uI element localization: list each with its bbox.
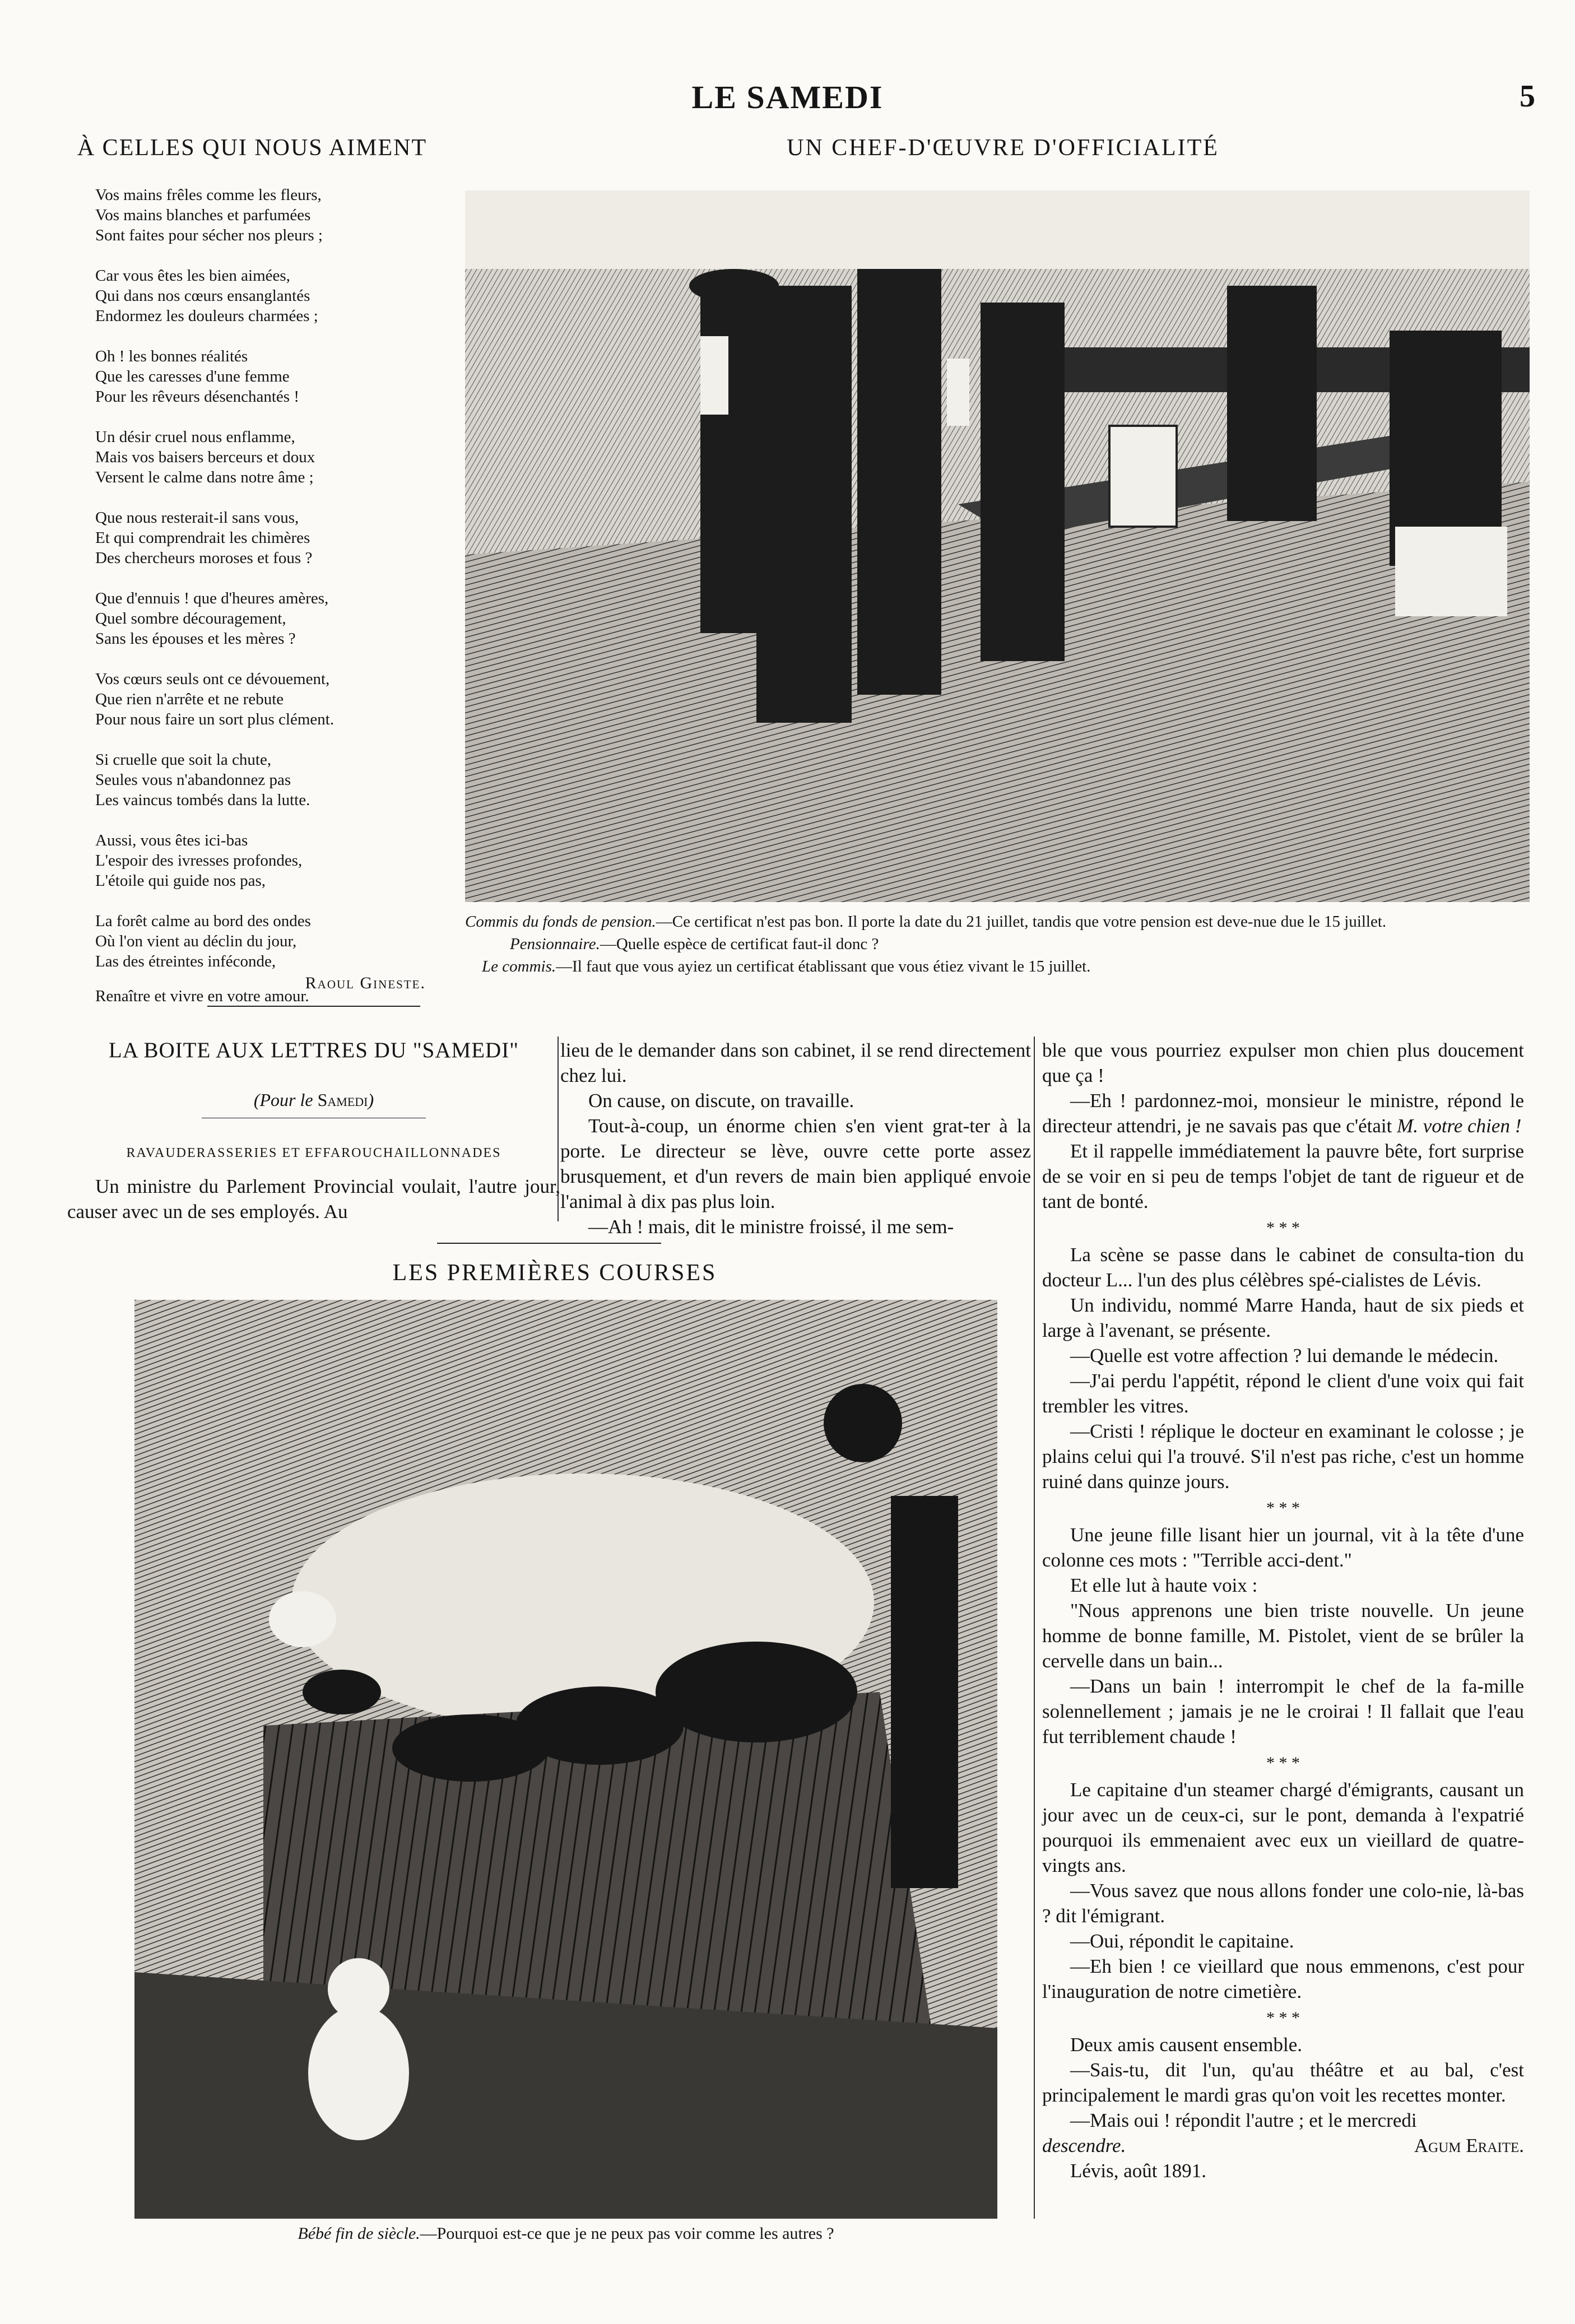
poem-signature: Raoul Gineste. — [305, 974, 426, 992]
poem-line: Et qui comprendrait les chimères — [95, 529, 310, 547]
caption-speaker: Bébé fin de siècle. — [298, 2224, 420, 2243]
poem-last-line: Renaître et vivre en votre amour. — [95, 987, 309, 1005]
caption-line: —Pourquoi est-ce que je ne peux pas voir comme les autres ? — [420, 2224, 834, 2243]
poem-line: Vos mains frêles comme les fleurs, — [95, 186, 322, 204]
poem-line: Sont faites pour sécher nos pleurs ; — [95, 226, 323, 244]
poem-stanza — [95, 346, 431, 407]
article-column-2 — [560, 1038, 1031, 1239]
caption-speaker: Commis du fonds de pension. — [465, 913, 656, 931]
poem-end-rule — [207, 1006, 420, 1007]
section-separator-stars: * * * — [1266, 2009, 1300, 2027]
poem-line: Que d'ennuis ! que d'heures amères, — [95, 589, 329, 607]
poem-line: Que rien n'arrête et ne rebute — [95, 690, 284, 708]
caption-line: —Quelle espèce de certificat faut-il donc ? — [600, 935, 879, 953]
article-paragraph: Tout-à-coup, un énorme chien s'en vient grat-ter à la porte. Le directeur se lève, ouvre cette porte assez brusquement, et d'un revers de main bien appliqué envoie l'animal à dix pas plus loin. — [560, 1115, 1031, 1212]
article-paragraph: —Ah ! mais, dit le ministre froissé, il me sem- — [588, 1216, 954, 1238]
page-number: 5 — [1520, 79, 1535, 114]
engraving-children-at-fence — [134, 1300, 997, 2219]
poem-line: Pour nous faire un sort plus clément. — [95, 710, 334, 728]
poem-line: Si cruelle que soit la chute, — [95, 751, 272, 769]
paragraph-emphasis: M. votre chien ! — [1397, 1115, 1522, 1137]
illustration-caption-courses — [134, 2224, 997, 2243]
article-dateline: Lévis, août 1891. — [1070, 2160, 1207, 2182]
article-paragraph: Et il rappelle immédiatement la pauvre bête, fort surprise de se voir en si peu de temps l'objet de tant de rigueur et de tant de bonté. — [1042, 1140, 1524, 1212]
poem-body — [95, 185, 431, 1006]
poem-title: À CELLES QUI NOUS AIMENT — [77, 135, 428, 161]
closing-word: descendre. — [1042, 2135, 1126, 2156]
section-separator-stars: * * * — [1266, 1499, 1300, 1517]
article-signature: Agum Eraite. — [1414, 2135, 1524, 2156]
illustration-caption-officialite — [465, 910, 1530, 978]
section-separator-stars: * * * — [1266, 1219, 1300, 1237]
article-paragraph: Une jeune fille lisant hier un journal, vit à la tête d'une colonne ces mots : "Terrible acci-dent." — [1042, 1524, 1524, 1571]
poem-line: Sans les épouses et les mères ? — [95, 630, 296, 648]
poem-line: Qui dans nos cœurs ensanglantés — [95, 287, 310, 305]
poem-stanza — [95, 911, 431, 972]
illustration-title-courses: LES PREMIÈRES COURSES — [392, 1260, 717, 1286]
poem-stanza — [95, 669, 431, 729]
poem-stanza — [95, 266, 431, 326]
article-paragraph: On cause, on discute, on travaille. — [588, 1090, 854, 1112]
article-paragraph: Deux amis causent ensemble. — [1070, 2034, 1303, 2056]
article-paragraph: —Quelle est votre affection ? lui demande le médecin. — [1070, 1345, 1499, 1366]
poem-line: Les vaincus tombés dans la lutte. — [95, 791, 310, 809]
poem-line: Mais vos baisers berceurs et doux — [95, 448, 315, 466]
article-paragraph: ble que vous pourriez expulser mon chien plus doucement que ça ! — [1042, 1039, 1524, 1086]
poem-stanza — [95, 750, 431, 810]
poem-line: La forêt calme au bord des ondes — [95, 912, 311, 930]
column-divider — [1034, 1036, 1035, 2219]
article-kicker: RAVAUDERASSERIES ET EFFAROUCHAILLONNADES — [126, 1146, 501, 1160]
article-paragraph: —Dans un bain ! interrompit le chef de la fa-mille solennellement ; jamais je ne le croirai ! Il fallait que l'eau fut terriblement chaude ! — [1042, 1675, 1524, 1747]
article-paragraph: "Nous apprenons une bien triste nouvelle. Un jeune homme de bonne famille, M. Pistolet, vient de se brûler la cervelle dans un bain... — [1042, 1600, 1524, 1672]
caption-line: —Ce certificat n'est pas bon. Il porte la date du 21 juillet, tandis que votre pension est deve-nue due le 15 juillet. — [656, 913, 1387, 931]
article-paragraph: Et elle lut à haute voix : — [1070, 1574, 1258, 1596]
masthead-title: LE SAMEDI — [691, 79, 884, 115]
illustration-title-officialite: UN CHEF-D'ŒUVRE D'OFFICIALITÉ — [787, 135, 1219, 161]
poem-line: Versent le calme dans notre âme ; — [95, 468, 314, 486]
poem-line: Pour les rêveurs désenchantés ! — [95, 388, 299, 406]
article-paragraph: Le capitaine d'un steamer chargé d'émigrants, causant un jour avec un de ceux-ci, sur le pont, demanda à l'expatrié pourquoi ils emmenaient avec eux un vieillard de quatre-vingts ans. — [1042, 1779, 1524, 1876]
article-paragraph: —J'ai perdu l'appétit, répond le client d'une voix qui fait trembler les vitres. — [1042, 1370, 1524, 1417]
article-paragraph: —Eh bien ! ce vieillard que nous emmenons, c'est pour l'inauguration de notre cimetière. — [1042, 1955, 1524, 2002]
subtitle-name: Samedi — [317, 1090, 368, 1110]
article-paragraph — [1042, 1088, 1524, 1138]
caption-line: —Il faut que vous ayiez un certificat établissant que vous étiez vivant le 15 juillet. — [556, 958, 1091, 975]
poem-stanza — [95, 427, 431, 487]
poem-line: Que les caresses d'une femme — [95, 368, 290, 385]
article-title-letterbox: LA BOITE AUX LETTRES DU "SAMEDI" — [108, 1038, 519, 1062]
article-column-1 — [67, 1174, 560, 1224]
subtitle-prefix: Pour le — [259, 1090, 313, 1110]
article-subtitle: (Pour le Samedi) — [253, 1090, 374, 1110]
paragraph-text: —Eh ! pardonnez-moi, monsieur le ministre, répond le directeur attendri, je ne savais pas que c'était — [1042, 1090, 1524, 1137]
caption-speaker: Le commis. — [482, 958, 556, 975]
poem-line: Quel sombre découragement, — [95, 610, 286, 628]
poem-line: Des chercheurs moroses et fous ? — [95, 549, 313, 567]
poem-line: Aussi, vous êtes ici-bas — [95, 831, 248, 849]
caption-speaker: Pensionnaire. — [510, 935, 600, 953]
engraving-pension-office — [465, 190, 1530, 902]
article-closing-line — [1042, 2133, 1524, 2158]
poem-line: Où l'on vient au déclin du jour, — [95, 932, 297, 950]
poem-stanza — [95, 588, 431, 649]
article-paragraph: —Oui, répondit le capitaine. — [1070, 1930, 1294, 1952]
article-paragraph: —Cristi ! réplique le docteur en examinant le colosse ; je plains celui qui l'a trouvé. S'il n'est pas riche, c'est un homme ruiné dans quinze jours. — [1042, 1420, 1524, 1493]
article-paragraph: —Vous savez que nous allons fonder une colo-nie, là-bas ? dit l'émigrant. — [1042, 1880, 1524, 1927]
poem-line: Vos mains blanches et parfumées — [95, 206, 311, 224]
poem-line: Vos cœurs seuls ont ce dévouement, — [95, 670, 330, 688]
poem-line: Seules vous n'abandonnez pas — [95, 771, 291, 789]
poem-line: Las des étreintes inféconde, — [95, 952, 276, 970]
section-separator-stars: * * * — [1266, 1754, 1300, 1772]
poem-stanza — [95, 508, 431, 568]
poem-line: Oh ! les bonnes réalités — [95, 347, 248, 365]
section-rule — [437, 1243, 661, 1244]
article-column-3 — [1042, 1038, 1524, 2183]
poem-line: Que nous resterait-il sans vous, — [95, 509, 299, 527]
poem-stanza — [95, 830, 431, 891]
article-paragraph: Un ministre du Parlement Provincial voulait, l'autre jour, causer avec un de ses employés. Au — [67, 1175, 560, 1223]
poem-stanza — [95, 185, 431, 245]
poem-line: L'espoir des ivresses profondes, — [95, 852, 303, 870]
poem-line: Car vous êtes les bien aimées, — [95, 267, 290, 285]
poem-line: Endormez les douleurs charmées ; — [95, 307, 318, 325]
article-paragraph: —Mais oui ! répondit l'autre ; et le mercredi — [1070, 2109, 1417, 2131]
article-paragraph: —Sais-tu, dit l'un, qu'au théâtre et au bal, c'est principalement le mardi gras qu'on voit les recettes monter. — [1042, 2059, 1524, 2106]
article-paragraph: lieu de le demander dans son cabinet, il se rend directement chez lui. — [560, 1039, 1031, 1086]
article-paragraph: La scène se passe dans le cabinet de consulta-tion du docteur L... l'un des plus célèbres spé-cialistes de Lévis. — [1042, 1244, 1524, 1291]
article-paragraph: Un individu, nommé Marre Handa, haut de six pieds et large à l'avenant, se présente. — [1042, 1294, 1524, 1341]
poem-line: Un désir cruel nous enflamme, — [95, 428, 295, 446]
poem-line: L'étoile qui guide nos pas, — [95, 872, 266, 890]
